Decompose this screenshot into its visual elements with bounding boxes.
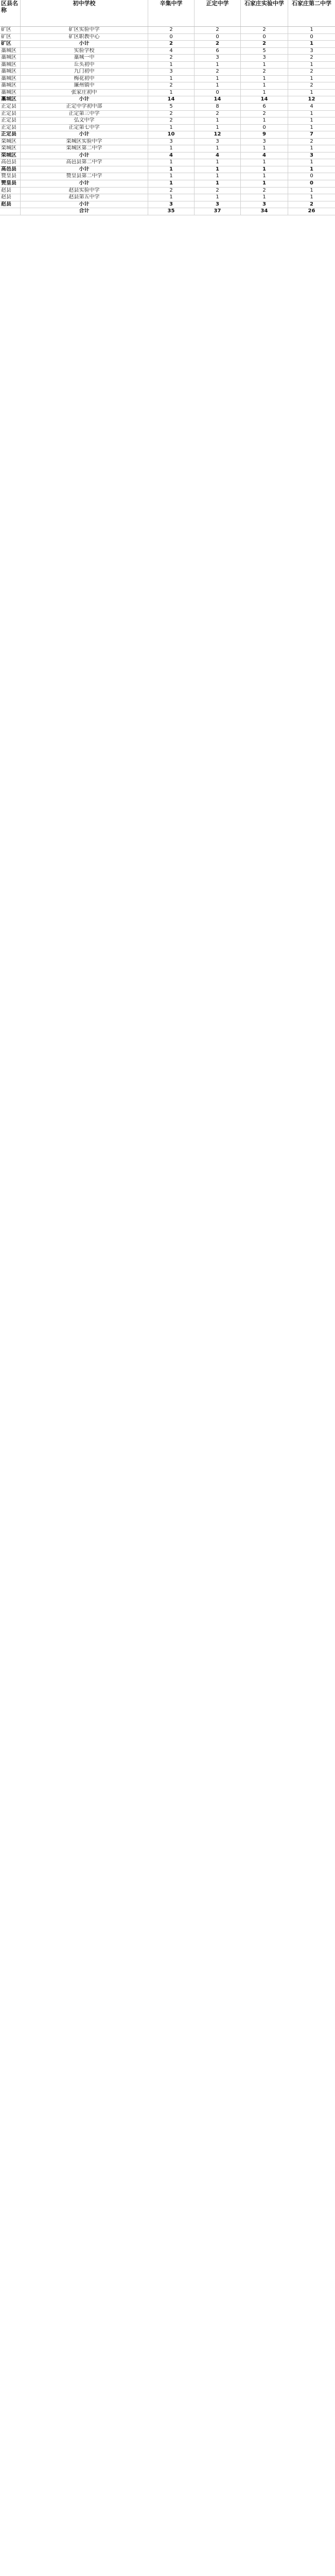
cell-xinji: 2 (148, 82, 195, 89)
cell-erzhong: 1 (310, 75, 313, 81)
cell-zhengding: 1 (195, 117, 241, 124)
table-row (0, 139, 335, 146)
cell-xinji: 1 (148, 62, 195, 69)
cell-shiyan: 1 (241, 117, 288, 124)
cell-xinji: 2 (148, 117, 195, 124)
cell-xinji: 5 (148, 104, 195, 110)
cell-xinji: 14 (148, 96, 195, 103)
cell-zhengding: 4 (195, 152, 241, 159)
table-row (0, 201, 335, 209)
cell-shiyan: 1 (241, 62, 288, 69)
cell-school: 正定第三中学 (21, 111, 148, 117)
cell-school: 九门初中 (21, 69, 148, 75)
cell-shiyan: 14 (241, 96, 288, 103)
cell-zhengding: 1 (195, 62, 241, 69)
header-xinji: 辛集中学 (148, 0, 195, 26)
cell-xinji: 1 (148, 166, 195, 173)
cell-erzhong: 3 (310, 152, 313, 158)
cell-district: 赵县 (0, 194, 21, 201)
cell-school: 张家庄初中 (21, 90, 148, 96)
cell-shiyan: 4 (241, 152, 288, 159)
header-shiyan: 石家庄实验中学 (241, 0, 288, 26)
header-school: 初中学校 (21, 0, 148, 26)
cell-erzhong: 7 (310, 131, 313, 138)
cell-district: 藁城区 (0, 76, 21, 82)
cell-xinji: 1 (148, 159, 195, 166)
cell-zhengding: 37 (195, 208, 241, 215)
cell-district: 栾城区 (0, 145, 21, 152)
table-header-row (0, 0, 335, 27)
cell-school: 小计 (21, 166, 148, 173)
cell-erzhong: 0 (310, 33, 313, 40)
cell-shiyan: 2 (241, 41, 288, 47)
cell-district: 赵县 (0, 201, 21, 208)
cell-district: 藁城区 (0, 62, 21, 69)
cell-district (0, 208, 21, 215)
cell-district: 藁城区 (0, 55, 21, 61)
cell-shiyan: 1 (241, 173, 288, 180)
table-row (0, 96, 335, 104)
cell-district: 赞皇县 (0, 173, 21, 180)
cell-shiyan: 1 (241, 180, 288, 187)
cell-shiyan: 1 (241, 159, 288, 166)
cell-zhengding: 2 (195, 27, 241, 33)
cell-erzhong: 1 (310, 166, 313, 172)
cell-shiyan: 9 (241, 131, 288, 138)
table-row (0, 159, 335, 166)
cell-school: 弘文中学 (21, 117, 148, 124)
table-row (0, 41, 335, 48)
cell-shiyan: 2 (241, 111, 288, 117)
table-row (0, 104, 335, 111)
cell-school: 小计 (21, 41, 148, 47)
cell-shiyan: 2 (241, 27, 288, 33)
cell-school: 梅花初中 (21, 76, 148, 82)
cell-district: 矿区 (0, 27, 21, 33)
cell-erzhong: 2 (310, 201, 313, 207)
cell-zhengding: 6 (195, 48, 241, 55)
cell-erzhong: 2 (310, 55, 313, 61)
cell-district: 赞皇县 (0, 180, 21, 187)
cell-shiyan: 1 (241, 82, 288, 89)
cell-shiyan: 3 (241, 55, 288, 61)
cell-xinji: 4 (148, 152, 195, 159)
cell-school: 合计 (21, 208, 148, 215)
cell-erzhong: 26 (308, 208, 315, 214)
cell-district: 正定县 (0, 117, 21, 124)
table-row (0, 76, 335, 83)
table-row (0, 188, 335, 195)
cell-shiyan: 1 (241, 145, 288, 152)
cell-zhengding: 1 (195, 173, 241, 180)
table-row (0, 69, 335, 76)
table-row (0, 166, 335, 174)
cell-erzhong: 2 (310, 69, 313, 75)
table-row (0, 27, 335, 34)
table-row (0, 111, 335, 118)
cell-school: 藁城一中 (21, 55, 148, 61)
cell-erzhong: 1 (310, 89, 313, 95)
table-row (0, 131, 335, 139)
cell-erzhong: 2 (310, 138, 313, 144)
cell-school: 实验学校 (21, 48, 148, 55)
cell-school: 矿区职教中心 (21, 34, 148, 41)
table-row (0, 117, 335, 125)
cell-district: 矿区 (0, 34, 21, 41)
cell-xinji: 4 (148, 48, 195, 55)
cell-xinji: 2 (148, 55, 195, 61)
cell-erzhong: 1 (310, 159, 313, 165)
cell-erzhong: 12 (308, 96, 315, 103)
cell-school: 小计 (21, 152, 148, 159)
table-row (0, 90, 335, 97)
cell-xinji: 1 (148, 173, 195, 180)
cell-xinji: 1 (148, 90, 195, 96)
cell-district: 高邑县 (0, 159, 21, 166)
cell-zhengding: 3 (195, 201, 241, 208)
cell-school: 栾城区实验中学 (21, 139, 148, 145)
cell-school: 小计 (21, 131, 148, 138)
header-erzhong: 石家庄第二中学 (292, 0, 331, 7)
table-row (0, 125, 335, 132)
cell-erzhong: 1 (310, 145, 313, 151)
header-zhengding: 正定中学 (195, 0, 241, 26)
cell-erzhong: 1 (310, 117, 313, 124)
cell-xinji: 1 (148, 76, 195, 82)
cell-zhengding: 3 (195, 139, 241, 145)
cell-shiyan: 1 (241, 166, 288, 173)
cell-xinji: 35 (148, 208, 195, 215)
table-row (0, 145, 335, 152)
cell-district: 藁城区 (0, 82, 21, 89)
cell-district: 正定县 (0, 104, 21, 110)
cell-shiyan: 1 (241, 194, 288, 201)
cell-xinji: 1 (148, 125, 195, 131)
cell-school: 赞皇县第二中学 (21, 173, 148, 180)
cell-xinji: 1 (148, 194, 195, 201)
table-body (0, 27, 335, 215)
cell-erzhong: 1 (310, 61, 313, 67)
cell-xinji: 1 (148, 145, 195, 152)
table-row (0, 62, 335, 69)
cell-district: 藁城区 (0, 96, 21, 103)
cell-erzhong: 1 (310, 124, 313, 130)
cell-xinji: 0 (148, 34, 195, 41)
cell-zhengding: 1 (195, 125, 241, 131)
cell-shiyan: 0 (241, 34, 288, 41)
cell-zhengding: 14 (195, 96, 241, 103)
cell-shiyan: 3 (241, 139, 288, 145)
cell-zhengding: 1 (195, 76, 241, 82)
cell-school: 小计 (21, 96, 148, 103)
cell-school: 赵县第五中学 (21, 194, 148, 201)
cell-erzhong: 1 (310, 27, 313, 32)
cell-zhengding: 1 (195, 166, 241, 173)
cell-zhengding: 1 (195, 82, 241, 89)
cell-shiyan: 2 (241, 188, 288, 194)
cell-erzhong: 2 (310, 82, 313, 89)
cell-district: 高邑县 (0, 166, 21, 173)
cell-shiyan: 1 (241, 76, 288, 82)
cell-xinji: 10 (148, 131, 195, 138)
cell-zhengding: 0 (195, 34, 241, 41)
cell-xinji: 2 (148, 188, 195, 194)
cell-school: 丘头初中 (21, 62, 148, 69)
cell-xinji: 2 (148, 41, 195, 47)
cell-erzhong: 1 (310, 41, 313, 47)
table-row (0, 152, 335, 160)
cell-district: 正定县 (0, 131, 21, 138)
cell-shiyan: 1 (241, 90, 288, 96)
cell-district: 藁城区 (0, 48, 21, 55)
table-row (0, 180, 335, 188)
table-row (0, 48, 335, 55)
cell-school: 正定第七中学 (21, 125, 148, 131)
cell-district: 栾城区 (0, 152, 21, 159)
cell-zhengding: 2 (195, 188, 241, 194)
cell-district: 藁城区 (0, 90, 21, 96)
cell-school: 赵县实验中学 (21, 188, 148, 194)
cell-erzhong: 0 (310, 180, 313, 187)
cell-zhengding: 1 (195, 180, 241, 187)
cell-school: 小计 (21, 201, 148, 208)
cell-zhengding: 3 (195, 55, 241, 61)
cell-shiyan: 5 (241, 48, 288, 55)
cell-xinji: 3 (148, 69, 195, 75)
cell-erzhong: 1 (310, 194, 313, 200)
cell-shiyan: 0 (241, 125, 288, 131)
table-row (0, 82, 335, 90)
table-row (0, 208, 335, 215)
cell-zhengding: 2 (195, 41, 241, 47)
cell-erzhong: 3 (310, 47, 313, 54)
cell-xinji: 3 (148, 139, 195, 145)
cell-school: 小计 (21, 180, 148, 187)
table-row (0, 55, 335, 62)
cell-xinji: 2 (148, 111, 195, 117)
table-row (0, 34, 335, 41)
cell-school: 正定中学初中部 (21, 104, 148, 110)
cell-district: 正定县 (0, 111, 21, 117)
cell-shiyan: 34 (241, 208, 288, 215)
header-district: 区县名称 (0, 0, 21, 26)
cell-zhengding: 8 (195, 104, 241, 110)
table-row (0, 173, 335, 180)
cell-school: 矿区实验中学 (21, 27, 148, 33)
cell-zhengding: 1 (195, 194, 241, 201)
cell-district: 赵县 (0, 188, 21, 194)
cell-shiyan: 2 (241, 69, 288, 75)
cell-school: 高邑县第二中学 (21, 159, 148, 166)
cell-xinji: 3 (148, 201, 195, 208)
cell-xinji: 2 (148, 27, 195, 33)
cell-shiyan: 3 (241, 201, 288, 208)
cell-erzhong: 1 (310, 187, 313, 193)
cell-shiyan: 6 (241, 104, 288, 110)
cell-zhengding: 0 (195, 90, 241, 96)
cell-district: 栾城区 (0, 139, 21, 145)
cell-erzhong: 4 (310, 104, 313, 110)
cell-zhengding: 1 (195, 159, 241, 166)
cell-district: 正定县 (0, 125, 21, 131)
cell-zhengding: 2 (195, 69, 241, 75)
cell-xinji: 1 (148, 180, 195, 187)
cell-district: 矿区 (0, 41, 21, 47)
cell-zhengding: 1 (195, 145, 241, 152)
cell-zhengding: 2 (195, 111, 241, 117)
table-row (0, 194, 335, 201)
cell-district: 藁城区 (0, 69, 21, 75)
cell-school: 廉州镇中 (21, 82, 148, 89)
cell-school: 栾城区第二中学 (21, 145, 148, 152)
cell-erzhong: 0 (310, 173, 313, 179)
cell-erzhong: 1 (310, 110, 313, 116)
cell-zhengding: 12 (195, 131, 241, 138)
